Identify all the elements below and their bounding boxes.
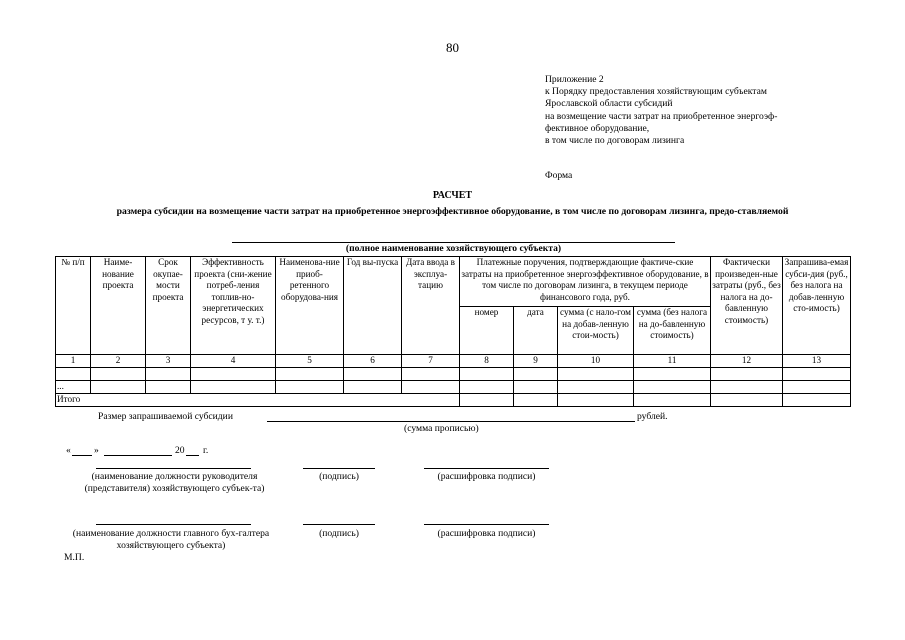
accountant-decryption-caption: (расшифровка подписи) [437, 528, 536, 539]
date-year-prefix: 20 [175, 445, 185, 456]
appendix-line: фективное оборудование, [545, 122, 650, 134]
column-number: 2 [91, 355, 146, 368]
table-row [56, 368, 851, 381]
header-cell: Фактически произведен-ные затраты (руб., без налога на до-бавленную стоимость) [711, 257, 783, 355]
header-cell: Запрашива-емая субси-дия (руб., без налога на добав-ленную сто-имость) [783, 257, 851, 355]
document-title: РАСЧЕТ [432, 190, 473, 201]
date-quote-close: » [94, 445, 99, 456]
column-number: 3 [146, 355, 191, 368]
header-cell: сумма (с нало-гом на добав-ленную стои-мость) [558, 307, 634, 355]
date-month-line [104, 455, 172, 456]
column-number: 12 [711, 355, 783, 368]
header-group-cell: Платежные поручения, подтверждающие фактиче-ские затраты на приобретенное энергоэффективное оборудование, в том числе по договорам лизинга, в текущем периоде финансового года, руб. [460, 257, 711, 307]
head-position-line [96, 468, 251, 469]
subsidy-unit: рублей. [637, 411, 668, 422]
accountant-signature-caption: (подпись) [319, 528, 359, 539]
header-cell: Срок окупае-мости проекта [146, 257, 191, 355]
date-year-line [186, 455, 199, 456]
stamp-placeholder: М.П. [64, 552, 85, 563]
table-row [56, 381, 851, 394]
header-cell: Дата ввода в эксплуа-тацию [402, 257, 460, 355]
column-number: 1 [56, 355, 91, 368]
appendix-line: к Порядку предоставления хозяйствующим субъектам [545, 86, 767, 98]
header-cell: номер [460, 307, 514, 355]
accountant-signature-line [303, 524, 375, 525]
subsidy-amount-label: Размер запрашиваемой субсидии [98, 411, 233, 422]
header-cell: Наименова-ние приоб-ретенного оборудова-ния [276, 257, 344, 355]
head-decryption-line [424, 468, 549, 469]
appendix-line: в том числе по договорам лизинга [545, 135, 685, 147]
header-cell: дата [514, 307, 558, 355]
header-cell: Эффективность проекта (сни-жение потреб-ления топлив-но-энергетических ресурсов, т у. т.) [191, 257, 276, 355]
header-cell: сумма (без налога на до-бавленную стоимость) [634, 307, 711, 355]
header-cell: Год вы-пуска [344, 257, 402, 355]
column-number: 11 [634, 355, 711, 368]
head-signature-caption: (подпись) [319, 471, 359, 482]
subsidy-amount-caption: (сумма прописью) [404, 423, 479, 434]
column-number: 9 [514, 355, 558, 368]
accountant-position-line [96, 524, 251, 525]
column-number: 4 [191, 355, 276, 368]
form-label: Форма [545, 170, 573, 181]
date-quote-open: « [66, 445, 71, 456]
subsidy-calculation-table [55, 256, 851, 407]
column-number: 7 [402, 355, 460, 368]
column-number: 5 [276, 355, 344, 368]
date-year-suffix: г. [203, 445, 209, 456]
appendix-line: Ярославской области субсидий [545, 98, 673, 110]
page-number: 80 [446, 40, 459, 55]
column-number: 6 [344, 355, 402, 368]
column-number: 13 [783, 355, 851, 368]
appendix-block [545, 74, 777, 147]
organization-name-caption: (полное наименование хозяйствующего субъекта) [345, 243, 562, 254]
subsidy-amount-line [267, 421, 635, 422]
accountant-decryption-line [424, 524, 549, 525]
date-day-line [72, 455, 92, 456]
head-signature-line [303, 468, 375, 469]
appendix-line: Приложение 2 [545, 74, 604, 85]
appendix-line: на возмещение части затрат на приобретенное энергоэф- [545, 110, 778, 122]
table-row [56, 394, 851, 407]
column-number: 8 [460, 355, 514, 368]
document-subtitle: размера субсидии на возмещение части затрат на приобретенное энергоэффективное оборудование, в том числе по договорам лизинга, предо-ставляемой [116, 206, 789, 217]
head-position-caption: (наименование должности руководителя (представителя) хозяйствующего субъек-та) [84, 471, 265, 494]
row-label: ... [56, 381, 91, 394]
header-cell: № п/п [56, 257, 91, 355]
head-decryption-caption: (расшифровка подписи) [437, 471, 536, 482]
column-number: 10 [558, 355, 634, 368]
header-cell: Наиме-нование проекта [91, 257, 146, 355]
accountant-position-caption: (наименование должности главного бух-галтера хозяйствующего субъекта) [72, 528, 270, 551]
row-label: Итого [56, 394, 460, 407]
